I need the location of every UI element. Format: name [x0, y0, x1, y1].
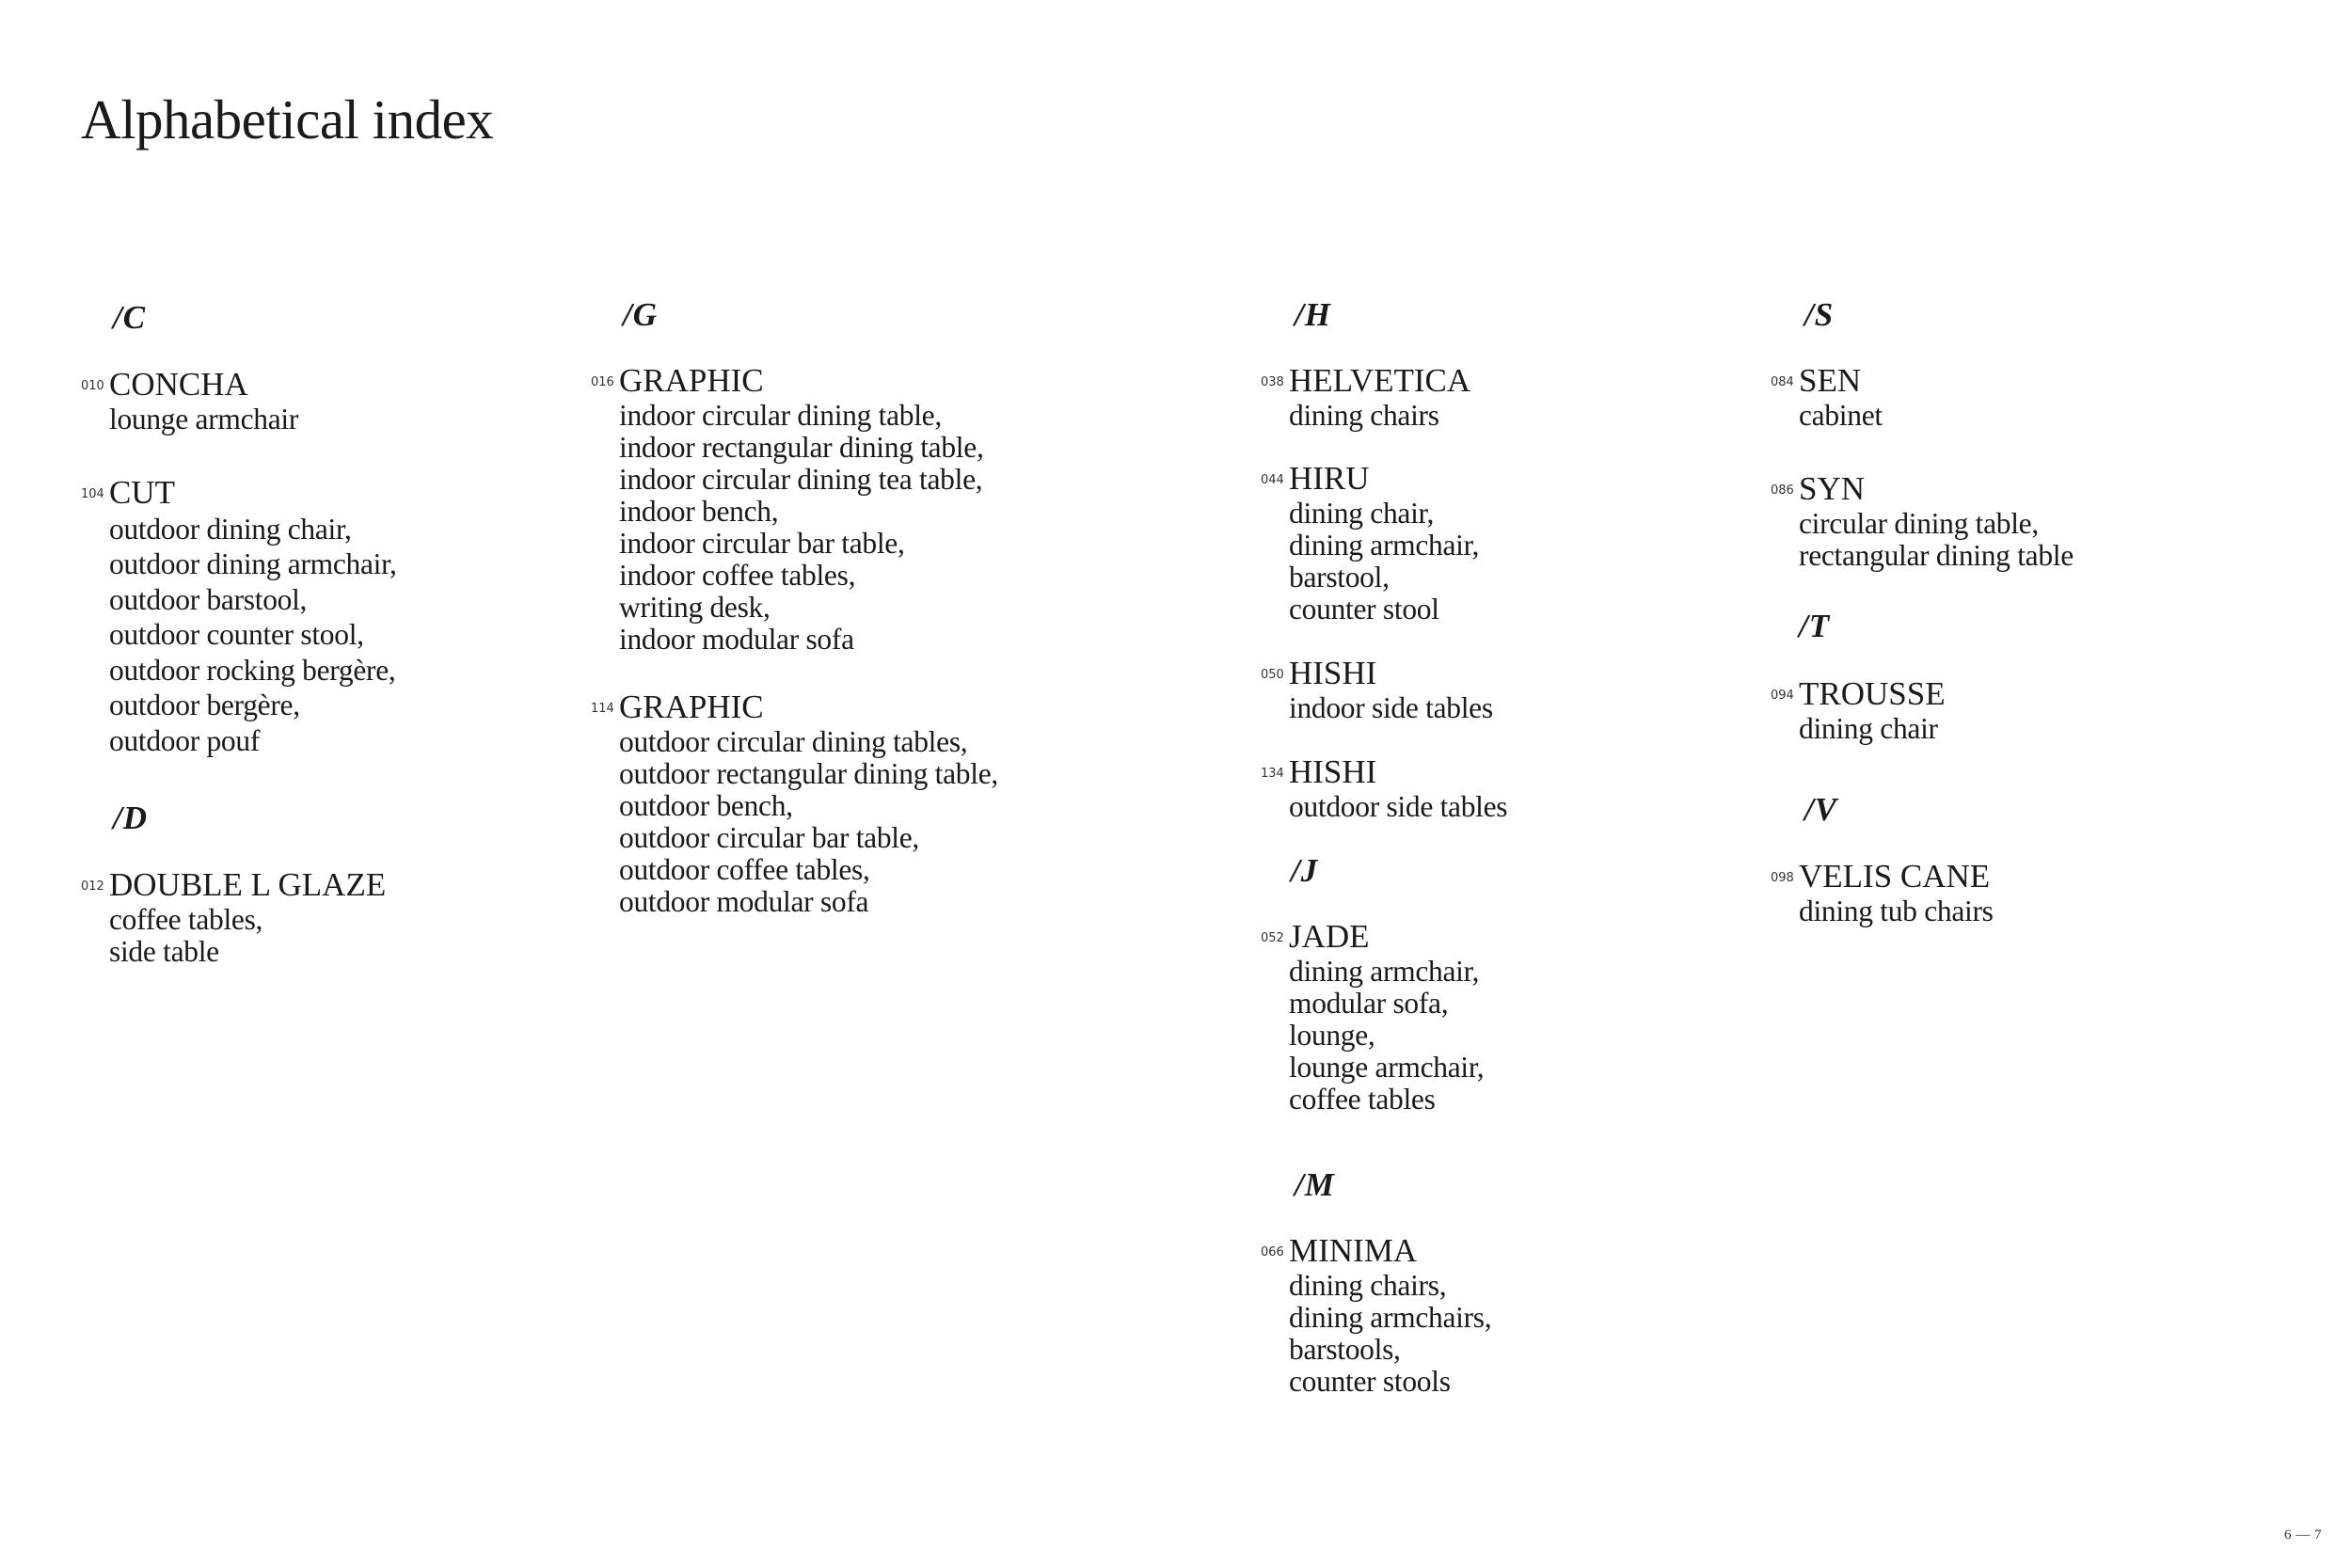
product-description: dining armchairs,: [1289, 1300, 1492, 1334]
product-description: circular dining table,: [1799, 506, 2039, 540]
page-number: 052: [1261, 931, 1284, 945]
page-number: 066: [1261, 1245, 1284, 1259]
product-description: outdoor barstool,: [109, 582, 308, 616]
product-description: side table: [109, 934, 219, 968]
product-description: dining tub chairs: [1799, 894, 1994, 927]
product-description: outdoor dining armchair,: [109, 547, 397, 580]
product-description: outdoor bergère,: [109, 689, 300, 721]
product-description: outdoor side tables: [1289, 789, 1508, 823]
product-description: indoor bench,: [619, 494, 779, 528]
product-name: HISHI: [1289, 655, 1377, 691]
product-name: VELIS CANE: [1799, 858, 1991, 895]
page-number: 012: [81, 879, 104, 894]
letter-heading-d: /D: [113, 800, 148, 836]
product-name: DOUBLE L GLAZE: [109, 866, 387, 903]
product-description: outdoor pouf: [109, 723, 261, 757]
product-description: outdoor rocking bergère,: [109, 653, 396, 687]
page-number: 086: [1771, 483, 1794, 498]
letter-heading-h: /H: [1295, 296, 1331, 333]
product-description: outdoor dining chair,: [109, 512, 352, 546]
product-description: lounge armchair,: [1289, 1050, 1485, 1084]
letter-heading-s: /S: [1804, 296, 1835, 333]
product-description: writing desk,: [619, 590, 771, 624]
page-number: 016: [591, 375, 614, 389]
page-number: 084: [1771, 375, 1794, 389]
page-number: 038: [1261, 375, 1284, 389]
product-description: indoor coffee tables,: [619, 558, 856, 592]
page-number: 094: [1771, 689, 1794, 703]
page-title: Alphabetical index: [81, 88, 494, 150]
product-description: outdoor rectangular dining table,: [619, 756, 998, 790]
product-name: HISHI: [1289, 753, 1377, 790]
product-description: outdoor circular dining tables,: [619, 724, 968, 758]
product-description: coffee tables: [1289, 1082, 1436, 1116]
product-description: indoor rectangular dining table,: [619, 430, 984, 464]
product-name: SEN: [1799, 362, 1862, 399]
product-description: lounge,: [1289, 1018, 1375, 1052]
letter-heading-v: /V: [1804, 791, 1838, 828]
product-description: outdoor modular sofa: [619, 884, 869, 918]
page-number: 010: [81, 379, 104, 393]
product-description: counter stools: [1289, 1364, 1451, 1398]
page-number: 044: [1261, 473, 1284, 487]
product-description: indoor circular bar table,: [619, 526, 905, 560]
page-number: 104: [81, 487, 104, 501]
product-description: indoor circular dining table,: [619, 398, 942, 432]
page-folio: 6 — 7: [2284, 1528, 2322, 1543]
product-description: cabinet: [1799, 398, 1883, 432]
product-name: CUT: [109, 474, 175, 511]
page-number: 134: [1261, 767, 1284, 781]
product-name: GRAPHIC: [619, 689, 764, 725]
product-name: HIRU: [1289, 460, 1370, 497]
product-description: barstools,: [1289, 1332, 1401, 1366]
product-description: barstool,: [1289, 560, 1390, 594]
product-description: indoor circular dining tea table,: [619, 462, 983, 496]
letter-heading-c: /C: [113, 299, 147, 336]
product-description: counter stool: [1289, 592, 1439, 626]
product-description: outdoor counter stool,: [109, 618, 364, 651]
product-description: modular sofa,: [1289, 986, 1449, 1020]
letter-heading-t: /T: [1799, 608, 1831, 644]
product-description: dining chair,: [1289, 496, 1435, 530]
page-number: 098: [1771, 871, 1794, 885]
product-description: dining armchair,: [1289, 528, 1480, 562]
page-number: 050: [1261, 668, 1284, 682]
product-description: dining chair: [1799, 711, 1938, 745]
product-name: GRAPHIC: [619, 362, 764, 399]
product-name: HELVETICA: [1289, 362, 1471, 399]
letter-heading-m: /M: [1295, 1166, 1335, 1203]
product-description: dining chairs: [1289, 398, 1439, 432]
product-description: indoor modular sofa: [619, 622, 854, 656]
product-description: dining chairs,: [1289, 1268, 1447, 1302]
product-description: indoor side tables: [1289, 690, 1493, 724]
product-description: outdoor bench,: [619, 788, 793, 822]
product-name: SYN: [1799, 470, 1866, 507]
product-name: MINIMA: [1289, 1232, 1418, 1269]
page-number: 114: [591, 702, 614, 716]
product-description: outdoor circular bar table,: [619, 820, 920, 854]
product-description: coffee tables,: [109, 902, 263, 936]
product-description: rectangular dining table: [1799, 538, 2074, 572]
product-description: lounge armchair: [109, 402, 299, 436]
letter-heading-g: /G: [623, 296, 658, 333]
letter-heading-j: /J: [1291, 852, 1319, 889]
product-name: JADE: [1289, 918, 1370, 955]
product-name: TROUSSE: [1799, 675, 1946, 712]
product-name: CONCHA: [109, 366, 248, 403]
product-description: outdoor coffee tables,: [619, 852, 870, 886]
product-description: dining armchair,: [1289, 954, 1480, 988]
